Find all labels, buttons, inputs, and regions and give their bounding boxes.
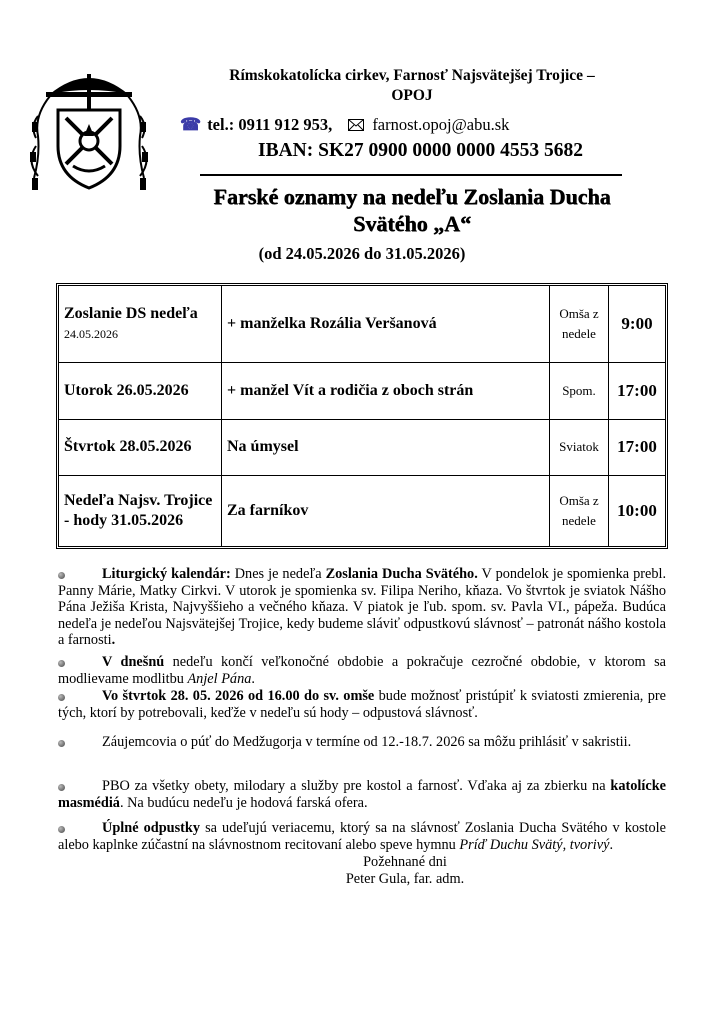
announcement-lead: Vo štvrtok 28. 05. 2026 od 16.00 do sv. omše — [102, 688, 375, 704]
day-cell: Nedeľa Najsv. Trojice - hody 31.05.2026 — [59, 475, 222, 546]
announcement-lead: Liturgický kalendár: — [102, 566, 231, 582]
announcement-thanks — [58, 778, 666, 811]
type-cell: Omša z nedele — [550, 475, 609, 546]
announcement-text: . Na budúcu nedeľu je hodová farská ofera. — [119, 794, 368, 811]
day-cell: Štvrtok 28.05.2026 — [59, 419, 222, 475]
parish-location: OPOJ — [391, 87, 433, 104]
announcement-pilgrimage — [58, 734, 666, 751]
mass-schedule-table — [56, 283, 668, 549]
title-line-1: Farské oznamy na nedeľu Zoslania Ducha — [213, 184, 611, 209]
parish-coat-of-arms-logo — [28, 66, 150, 196]
time-cell: 17:00 — [609, 363, 666, 419]
header-divider — [200, 174, 622, 176]
phone-number: tel.: 0911 912 953, — [207, 115, 333, 134]
table-row — [59, 363, 665, 419]
day-cell — [59, 286, 222, 363]
signature-greeting: Požehnané dni — [363, 854, 447, 870]
table-row — [59, 475, 665, 546]
type-cell: Omša z nedele — [550, 286, 609, 363]
announcement-text: PBO za všetky obety, milodary a služby pre kostol a farnosť. Vďaka aj za zbierku na — [102, 778, 611, 794]
announcement-end: . — [609, 836, 614, 853]
announcement-bold: Zoslania Ducha Svätého. — [325, 566, 478, 582]
announcement-text: V pondelok je spomienka prebl. Panny Márie, Matky Cirkvi. V utorok je spomienka sv. Filipa Neriho, kňaza. Vo štvrtok je sviatok Nášho Pána Ježiša Krista, Najvyššieho a večného kňaza. V piatok je ľub. spom. sv. Pavla VI., pápeža. Budúca nedeľa je nedeľou Najsvätejšej Trojice, kedy budeme sláviť odpustkovú slávnosť – patronát nášho kostola a farnosti — [58, 566, 667, 648]
intention-cell: + manžel Vít a rodičia z oboch strán — [222, 363, 550, 419]
time-cell: 9:00 — [609, 286, 666, 363]
type-cell: Sviatok — [550, 419, 609, 475]
intention-cell: Na úmysel — [222, 419, 550, 475]
time-cell: 10:00 — [609, 475, 666, 546]
table-row — [59, 286, 665, 363]
date-range: (od 24.05.2026 do 31.05.2026) — [258, 244, 466, 263]
intention-cell: Za farníkov — [222, 475, 550, 546]
announcement-indulgence — [58, 820, 666, 853]
parish-name: Rímskokatolícka cirkev, Farnosť Najsvätejšej Trojice – — [229, 67, 595, 84]
announcement-text: sa udeľujú veriacemu, ktorý sa na slávnosť Zoslania Ducha Svätého v kostole alebo kaplnke zúčastní na slávnostnom recitovaní alebo speve hymnu — [58, 820, 667, 853]
announcement-season — [58, 654, 666, 687]
envelope-icon — [348, 119, 364, 131]
email-address[interactable]: farnost.opoj@abu.sk — [372, 115, 510, 134]
type-cell: Spom. — [550, 363, 609, 419]
intention-cell: + manželka Rozália Veršanová — [222, 286, 550, 363]
announcement-lead: Úplné odpustky — [102, 820, 201, 836]
announcement-italic: Anjel Pána — [187, 670, 252, 687]
announcement-end: . — [111, 632, 116, 648]
contact-line — [180, 115, 509, 135]
title-line-2: Svätého „A“ — [353, 211, 471, 236]
page-title — [160, 183, 664, 237]
announcement-text: Záujemcovia o púť do Medžugorja v termíne od 12.-18.7. 2026 sa môžu prihlásiť v sakristii. — [102, 734, 632, 750]
announcement-lead: V dnešnú — [102, 654, 165, 670]
time-cell: 17:00 — [609, 419, 666, 475]
announcement-end: . — [251, 670, 255, 687]
phone-icon: ☎ — [180, 115, 202, 134]
announcement-text: Dnes je nedeľa — [230, 566, 326, 582]
iban: IBAN: SK27 0900 0000 0000 4553 5682 — [258, 140, 584, 161]
announcement-text: nedeľu končí veľkonočné obdobie a pokračuje cezročné obdobie, v ktorom sa modlievame modlitbu — [58, 654, 666, 687]
day-label: Zoslanie DS nedeľa — [64, 305, 198, 323]
announcement-text: bude možnosť pristúpiť k sviatosti zmierenia, pre tých, ktorí by potrebovali, keďže v nedeľu sú hody – odpustová slávnosť. — [58, 688, 666, 721]
announcement-italic: Príď Duchu Svätý, tvorivý — [459, 836, 610, 853]
table-row — [59, 419, 665, 475]
announcement-bold: katolícke masmédiá — [58, 778, 666, 811]
day-cell: Utorok 26.05.2026 — [59, 363, 222, 419]
announcement-liturgical-calendar — [58, 566, 666, 649]
day-date: 24.05.2026 — [64, 327, 118, 342]
announcement-confession — [58, 688, 666, 721]
signature-name: Peter Gula, far. adm. — [345, 871, 465, 887]
